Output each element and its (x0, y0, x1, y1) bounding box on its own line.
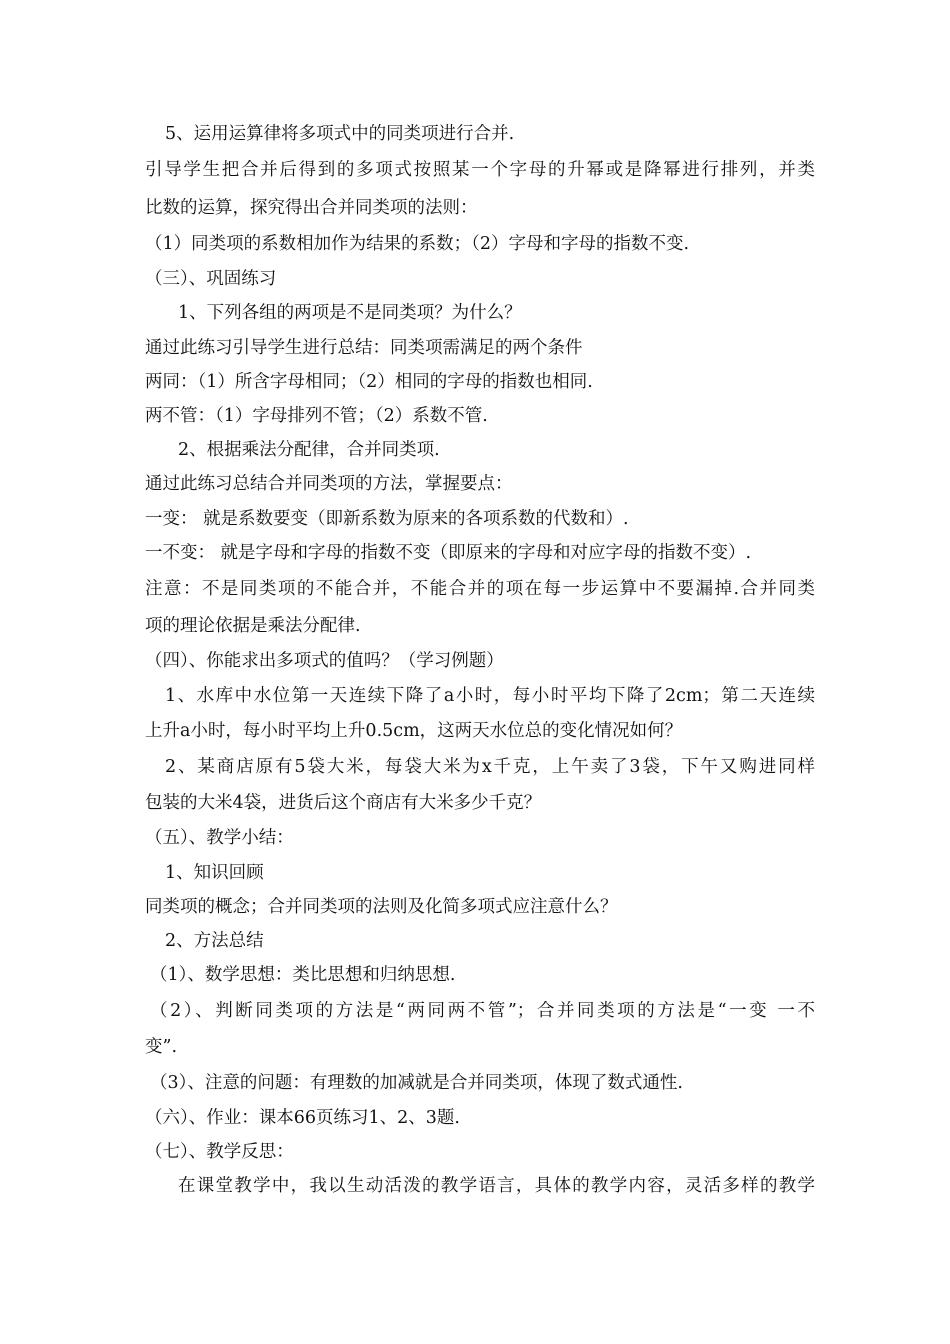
text-line: （1）同类项的系数相加作为结果的系数；（2）字母和字母的指数不变. (145, 234, 690, 254)
text-line: 项的理论依据是乘法分配律. (145, 616, 361, 636)
text-line: 通过此练习引导学生进行总结：同类项需满足的两个条件 (145, 338, 583, 358)
text-line: 变”. (145, 1037, 178, 1057)
text-line: 1、水库中水位第一天连续下降了a小时，每小时平均下降了2cm；第二天连续 (165, 686, 815, 706)
text-line: 两不管：（1）字母排列不管；（2）系数不管. (145, 406, 488, 426)
text-line: 两同：（1）所含字母相同；（2）相同的字母的指数也相同. (145, 372, 593, 392)
text-line: 在课堂教学中，我以生动活泼的教学语言，具体的教学内容，灵活多样的教学 (178, 1176, 815, 1196)
section-heading: （七）、教学反思： (145, 1142, 294, 1162)
text-line: 通过此练习总结合并同类项的方法，掌握要点： (145, 474, 513, 494)
text-line: 一不变： 就是字母和字母的指数不变（即原来的字母和对应字母的指数不变）. (145, 543, 752, 563)
text-line: 1、下列各组的两项是不是同类项？为什么？ (178, 303, 522, 323)
text-line: （2）、判断同类项的方法是“两同两不管”；合并同类项的方法是“一变 一不 (150, 1001, 815, 1021)
text-line: 比数的运算，探究得出合并同类项的法则： (145, 198, 478, 218)
text-line: 2、方法总结 (165, 931, 264, 951)
text-line: 包装的大米4袋，进货后这个商店有大米多少千克？ (145, 793, 542, 813)
text-line: 注意：不是同类项的不能合并，不能合并的项在每一步运算中不要漏掉.合并同类 (145, 579, 815, 599)
text-line: 1、知识回顾 (165, 863, 264, 883)
text-line: 5、运用运算律将多项式中的同类项进行合并. (165, 124, 515, 144)
text-line: 同类项的概念；合并同类项的法则及化简多项式应注意什么？ (145, 897, 618, 917)
section-heading: （五）、教学小结： (145, 828, 294, 848)
section-heading: （三）、巩固练习 (145, 269, 277, 289)
section-heading: （四）、你能求出多项式的值吗？（学习例题） (145, 651, 504, 671)
text-line: （1）、数学思想：类比思想和归纳思想. (150, 965, 456, 985)
text-line: 2、某商店原有5袋大米，每袋大米为x千克，上午卖了3袋，下午又购进同样 (165, 757, 815, 777)
text-line: 引导学生把合并后得到的多项式按照某一个字母的升幂或是降幂进行排列，并类 (145, 160, 815, 180)
text-line: （3）、注意的问题：有理数的加减就是合并同类项，体现了数式通性. (150, 1073, 683, 1093)
text-line: 2、根据乘法分配律，合并同类项. (178, 440, 440, 460)
text-line: 上升a小时，每小时平均上升0.5cm，这两天水位总的变化情况如何？ (145, 721, 683, 741)
text-line: 一变： 就是系数要变（即新系数为原来的各项系数的代数和）. (145, 509, 629, 529)
section-heading: （六）、作业：课本66页练习1、2、3题. (145, 1108, 460, 1128)
